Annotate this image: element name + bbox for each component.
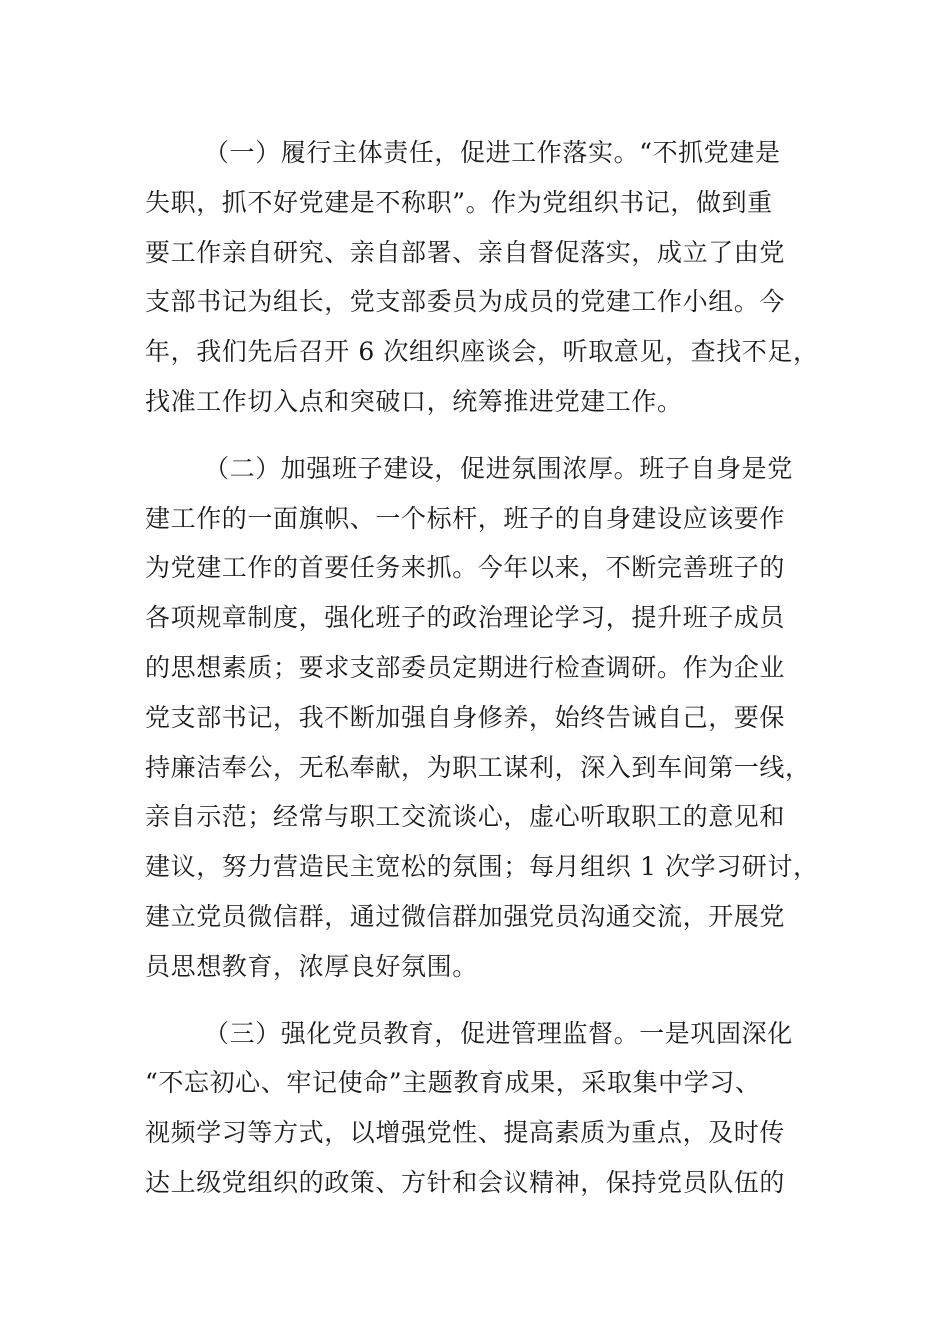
paragraph-line: 党支部书记，我不断加强自身修养，始终告诫自己，要保 [145, 702, 786, 732]
paragraph-line: 亲自示范；经常与职工交流谈心，虚心听取职工的意见和 [145, 802, 786, 832]
paragraph-line: 为党建工作的首要任务来抓。今年以来，不断完善班子的 [145, 553, 786, 583]
paragraph-line: （三）强化党员教育，促进管理监督。一是巩固深化 [204, 1018, 793, 1048]
paragraph-line: （二）加强班子建设，促进氛围浓厚。班子自身是党 [204, 453, 793, 483]
paragraph-line: 要工作亲自研究、亲自部署、亲自督促落实，成立了由党 [145, 237, 786, 267]
paragraph-line: 视频学习等方式，以增强党性、提高素质为重点，及时传 [145, 1118, 786, 1148]
paragraph-line: 建议，努力营造民主宽松的氛围；每月组织 1 次学习研讨， [145, 852, 819, 882]
paragraph-line: 失职，抓不好党建是不称职”。作为党组织书记，做到重 [145, 187, 773, 217]
paragraph-line: 年，我们先后召开 6 次组织座谈会，听取意见，查找不足， [145, 337, 819, 367]
paragraph-line: 员思想教育，浓厚良好氛围。 [145, 951, 478, 981]
paragraph-2 [145, 444, 819, 992]
paragraph-line: 支部书记为组长，党支部委员为成员的党建工作小组。今 [145, 287, 786, 317]
paragraph-line: “不忘初心、牢记使命”主题教育成果，采取集中学习、 [145, 1068, 761, 1098]
paragraph-1 [145, 128, 819, 427]
paragraph-line: 建工作的一面旗帜、一个标杆，班子的自身建设应该要作 [145, 503, 786, 533]
paragraph-line: 各项规章制度，强化班子的政治理论学习，提升班子成员 [145, 603, 786, 633]
paragraph-3 [145, 1009, 805, 1208]
paragraph-line: 建立党员微信群，通过微信群加强党员沟通交流，开展党 [145, 901, 786, 931]
paragraph-line: 的思想素质；要求支部委员定期进行检查调研。作为企业 [145, 652, 786, 682]
paragraph-line: 找准工作切入点和突破口，统筹推进党建工作。 [145, 386, 683, 416]
document-body [145, 128, 819, 1225]
paragraph-line: （一）履行主体责任，促进工作落实。“不抓党建是 [204, 138, 781, 167]
paragraph-line: 持廉洁奉公，无私奉献，为职工谋利，深入到车间第一线， [145, 752, 811, 782]
paragraph-line: 达上级党组织的政策、方针和会议精神，保持党员队伍的 [145, 1167, 786, 1197]
